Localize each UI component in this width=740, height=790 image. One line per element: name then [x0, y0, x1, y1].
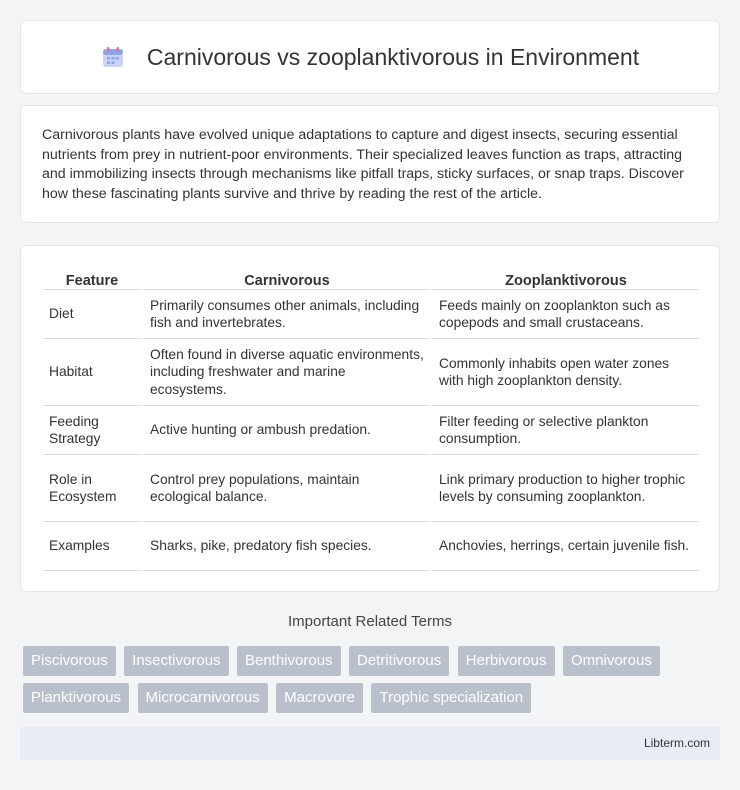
comparison-table: [43, 266, 699, 571]
table-row: [43, 339, 699, 406]
row-carnivorous: Control prey populations, maintain ecological balance.: [141, 455, 430, 522]
row-carnivorous: Often found in diverse aquatic environments, including freshwater and marine ecosystems.: [141, 339, 430, 406]
table-row: [43, 406, 699, 455]
footer: [20, 727, 720, 760]
row-feature: Habitat: [43, 339, 141, 406]
header-carnivorous: Carnivorous: [141, 266, 430, 290]
row-carnivorous: Sharks, pike, predatory fish species.: [141, 522, 430, 571]
row-feature: Diet: [43, 290, 141, 339]
tag-macrovore[interactable]: Macrovore: [276, 683, 363, 713]
row-zooplanktivorous: Commonly inhabits open water zones with high zooplankton density.: [430, 339, 699, 406]
tag-planktivorous[interactable]: Planktivorous: [23, 683, 129, 713]
page-title: Carnivorous vs zooplanktivorous in Environment: [146, 43, 640, 70]
row-carnivorous: Primarily consumes other animals, including fish and invertebrates.: [141, 290, 430, 339]
comparison-card: [20, 245, 720, 592]
tag-benthivorous[interactable]: Benthivorous: [237, 646, 341, 676]
row-zooplanktivorous: Anchovies, herrings, certain juvenile fish.: [430, 522, 699, 571]
tag-piscivorous[interactable]: Piscivorous: [23, 646, 116, 676]
tag-insectivorous[interactable]: Insectivorous: [124, 646, 228, 676]
row-zooplanktivorous: Filter feeding or selective plankton consumption.: [430, 406, 699, 455]
footer-site-link[interactable]: Libterm.com: [643, 736, 710, 750]
calendar-icon: [101, 45, 125, 69]
row-carnivorous: Active hunting or ambush predation.: [141, 406, 430, 455]
table-header-row: [43, 266, 699, 290]
row-zooplanktivorous: Link primary production to higher trophic levels by consuming zooplankton.: [430, 455, 699, 522]
header-feature: Feature: [43, 266, 141, 290]
row-feature: Feeding Strategy: [43, 406, 141, 455]
row-feature: Role in Ecosystem: [43, 455, 141, 522]
intro-card: [20, 105, 720, 223]
tag-herbivorous[interactable]: Herbivorous: [458, 646, 555, 676]
table-row: [43, 290, 699, 339]
row-feature: Examples: [43, 522, 141, 571]
tag-omnivorous[interactable]: Omnivorous: [563, 646, 660, 676]
intro-paragraph: Carnivorous plants have evolved unique adaptations to capture and digest insects, securing essential nutrients from prey in nutrient-poor environments. Their specialized leaves function as traps, attracting and immobilizing insects through mechanisms like pitfall traps, sticky surfaces, or snap traps. Discover how these fascinating plants survive and thrive by reading the rest of the article.: [42, 127, 684, 202]
table-row: [43, 522, 699, 571]
table-row: [43, 455, 699, 522]
title-card: [20, 20, 720, 94]
header-zooplanktivorous: Zooplanktivorous: [430, 266, 699, 290]
related-terms-heading: Important Related Terms: [288, 613, 452, 630]
row-zooplanktivorous: Feeds mainly on zooplankton such as copepods and small crustaceans.: [430, 290, 699, 339]
related-terms-list: [23, 646, 713, 720]
tag-microcarnivorous[interactable]: Microcarnivorous: [138, 683, 268, 713]
tag-trophic-specialization[interactable]: Trophic specialization: [371, 683, 531, 713]
tag-detritivorous[interactable]: Detritivorous: [349, 646, 449, 676]
